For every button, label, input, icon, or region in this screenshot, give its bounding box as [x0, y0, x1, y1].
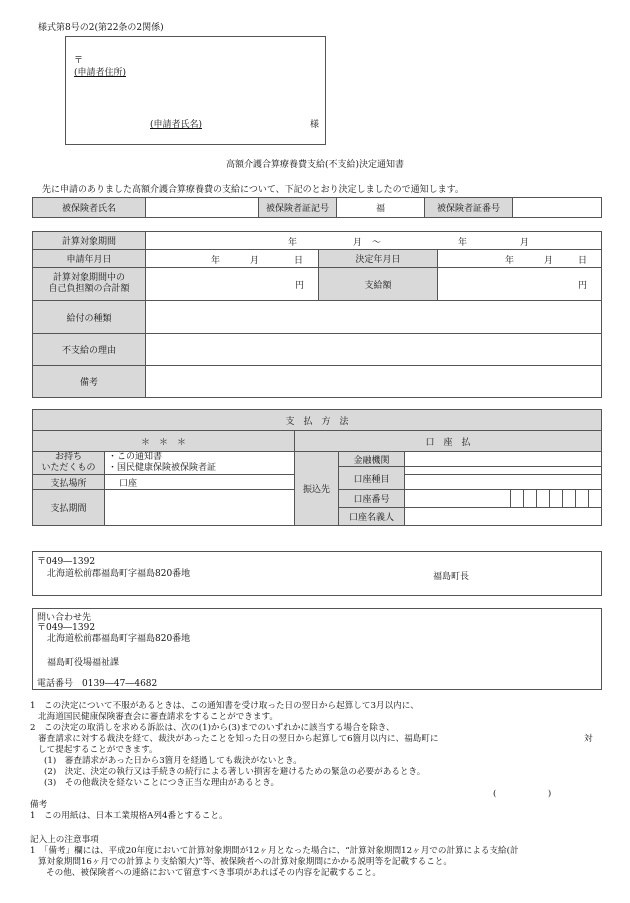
account-number-digit	[550, 490, 563, 508]
honorific: 様	[310, 120, 320, 130]
note-2-1: (1) 審査請求があった日から3箇月を経過しても裁決がないとき。	[44, 756, 302, 766]
account-holder-label: 口座名義人	[339, 508, 405, 526]
issuer-box	[32, 551, 602, 596]
period-label: 計算対象期間	[33, 232, 146, 250]
note-1a: 1 この決定について不服があるときは、この通知書を受け取った日の翌日から起算して3月以内に、	[30, 701, 419, 711]
issuer-address: 北海道松前郡福島町字福島820番地	[47, 569, 191, 579]
application-date-value	[146, 250, 319, 268]
insured-symbol-value: 福	[337, 198, 425, 218]
issuer-postal: 〒049―1392	[37, 557, 96, 567]
decision-date-label: 決定年月日	[319, 250, 438, 268]
note-2b: 審査請求に対する裁決を経て、裁決があったことを知った日の翌日から起算して6箇月以内に、福島町に	[38, 734, 439, 744]
insured-table	[32, 197, 602, 218]
dec-day: 日	[578, 256, 588, 266]
app-year: 年	[211, 256, 221, 266]
app-month: 月	[250, 256, 260, 266]
account-holder-value	[405, 508, 602, 526]
period-value	[146, 232, 602, 250]
period-tilde: 〜	[372, 238, 382, 248]
contact-title: 問い合わせ先	[37, 613, 92, 623]
payment-method-table	[32, 409, 602, 526]
account-number-digit	[511, 490, 524, 508]
remarks-item: 1 この用紙は、日本工業規格A列4番とすること。	[30, 811, 228, 821]
decision-table	[32, 231, 602, 398]
place-value: 口座	[105, 475, 295, 490]
note-paren: ( )	[493, 789, 552, 799]
note-2c: して提起することができます。	[38, 745, 158, 755]
bank-value	[405, 452, 602, 467]
note-2b-tail: 対	[584, 734, 593, 744]
account-number-value	[405, 490, 511, 508]
bring-items	[105, 452, 295, 475]
payment-left-header: ＊ ＊ ＊	[33, 431, 295, 452]
page-title: 高額介護合算療養費支給(不支給)決定通知書	[225, 160, 405, 170]
bank-label: 金融機関	[339, 452, 405, 467]
applicant-address-box	[65, 36, 326, 145]
remarks-title: 備考	[30, 800, 48, 810]
bring-item-1: ・この通知書	[108, 452, 163, 462]
insured-symbol-label: 被保険者証記号	[259, 198, 337, 218]
insured-name-value	[146, 198, 259, 218]
instructions-title: 記入上の注意事項	[30, 835, 99, 845]
note-1b: 北海道国民健康保険審査会に審査請求をすることができます。	[38, 712, 278, 722]
self-burden-label	[33, 268, 146, 301]
account-type-value	[405, 475, 602, 490]
payment-method-header: 支 払 方 法	[33, 410, 602, 431]
payment-period-label: 支払期間	[33, 490, 105, 526]
note-2-2: (2) 決定、決定の執行又は手続きの続行による著しい損害を避けるための緊急の必要があるとき。	[44, 767, 426, 777]
app-day: 日	[294, 256, 304, 266]
account-number-digit	[563, 490, 576, 508]
contact-postal: 〒049―1392	[37, 623, 96, 633]
remarks-value	[146, 366, 602, 398]
bring-label-2: いただくもの	[41, 463, 96, 473]
payment-amount-value: 円	[438, 268, 602, 301]
self-burden-label-2: 自己負担額の合計額	[48, 284, 130, 294]
insured-number-label: 被保険者証番号	[425, 198, 513, 218]
account-number-digit	[589, 490, 602, 508]
payment-period-value	[105, 490, 295, 526]
note-2-3: (3) その他裁決を経ないことにつき正当な理由があるとき。	[44, 778, 280, 788]
instructions-line-3: その他、被保険者への連絡において留意すべき事項があればその内容を記載すること。	[46, 868, 381, 878]
instructions-line-1: 1 「備考」欄には、平成20年度において計算対象期間が12ヶ月となった場合に、“計算対象期間12ヶ月での計算による支給(計	[30, 846, 519, 856]
payment-amount-label: 支給額	[319, 268, 438, 301]
applicant-address-label: (申請者住所)	[74, 68, 127, 78]
dec-year: 年	[505, 256, 515, 266]
bring-label-1: お持ち	[54, 452, 82, 462]
note-2a: 2 この決定の取消しを求める訴訟は、次の(1)から(3)までのいずれかに該当する場合を除き、	[30, 723, 395, 733]
period-end-year: 年	[458, 238, 468, 248]
form-number: 様式第8号の2(第22条の2関係)	[38, 23, 164, 33]
intro-text: 先に申請のありました高額介護合算療養費の支給について、下記のとおり決定しましたので通知します。	[42, 185, 464, 195]
self-burden-value: 円	[146, 268, 319, 301]
payment-right-header: 口 座 払	[295, 431, 602, 452]
decision-date-value	[438, 250, 602, 268]
benefit-type-value	[146, 301, 602, 334]
self-burden-label-1: 計算対象期間中の	[52, 273, 125, 283]
account-type-label: 口座種目	[339, 467, 405, 490]
transfer-label: 振込先	[295, 452, 339, 526]
insured-name-label: 被保険者氏名	[33, 198, 146, 218]
non-payment-reason-value	[146, 334, 602, 366]
applicant-name-label: (申請者氏名)	[150, 120, 203, 130]
contact-address: 北海道松前郡福島町字福島820番地	[47, 634, 191, 644]
postal-mark: 〒	[74, 56, 84, 66]
account-number-digit	[537, 490, 550, 508]
contact-box	[32, 608, 602, 690]
non-payment-reason-label: 不支給の理由	[33, 334, 146, 366]
instructions-line-2: 算対象期間16ヶ月での計算より支給額大)”等、被保険者への計算対象期間にかかる説明等を記載すること。	[38, 857, 452, 867]
account-number-label: 口座番号	[339, 490, 405, 508]
insured-number-value	[513, 198, 602, 218]
benefit-type-label: 給付の種類	[33, 301, 146, 334]
period-start-month: 月	[353, 238, 363, 248]
account-number-digit	[524, 490, 537, 508]
contact-phone: 電話番号 0139―47―4682	[37, 679, 158, 689]
application-date-label: 申請年月日	[33, 250, 146, 268]
dec-month: 月	[544, 256, 554, 266]
account-number-digit	[576, 490, 589, 508]
period-start-year: 年	[288, 238, 298, 248]
remarks-label: 備考	[33, 366, 146, 398]
place-label: 支払場所	[33, 475, 105, 490]
contact-department: 福島町役場福祉課	[47, 658, 120, 668]
period-end-month: 月	[520, 238, 530, 248]
bring-label	[33, 452, 105, 475]
issuer-mayor: 福島町長	[433, 572, 470, 582]
bring-item-2: ・国民健康保険被保険者証	[108, 463, 217, 473]
bank-value-2	[405, 467, 602, 475]
